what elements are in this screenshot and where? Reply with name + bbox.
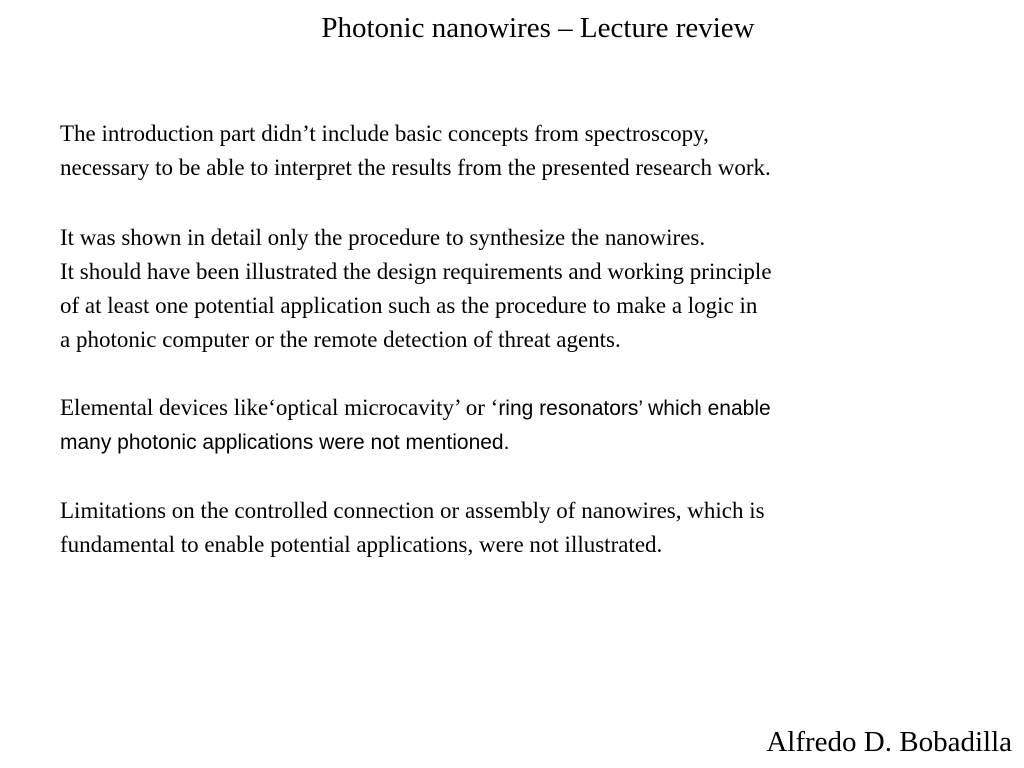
text-line: It should have been illustrated the design requirements and working principle [60,259,772,284]
slide-title: Photonic nanowires – Lecture review [321,12,755,44]
text-line: necessary to be able to interpret the results from the presented research work. [60,155,771,180]
paragraph-limitations [60,494,960,562]
text-line: The introduction part didn’t include basic concepts from spectroscopy, [60,121,709,146]
text-segment-serif: Elemental devices like‘optical microcavity’ or ‘ [60,395,499,420]
text-line: of at least one potential application such as the procedure to make a logic in [60,293,758,318]
text-line: Limitations on the controlled connection or assembly of nanowires, which is [60,498,765,523]
paragraph-introduction [60,117,960,185]
author-name: Alfredo D. Bobadilla [766,726,1012,758]
paragraph-elemental-devices [60,391,960,460]
text-line: a photonic computer or the remote detection of threat agents. [60,327,621,352]
text-segment-sans: ring resonators’ which enable [498,397,771,420]
paragraph-procedure [60,221,960,357]
text-line: It was shown in detail only the procedure to synthesize the nanowires. [60,225,706,250]
text-line: fundamental to enable potential applications, were not illustrated. [60,532,663,557]
text-line: many photonic applications were not mentioned. [60,431,510,454]
text-line [60,391,960,426]
